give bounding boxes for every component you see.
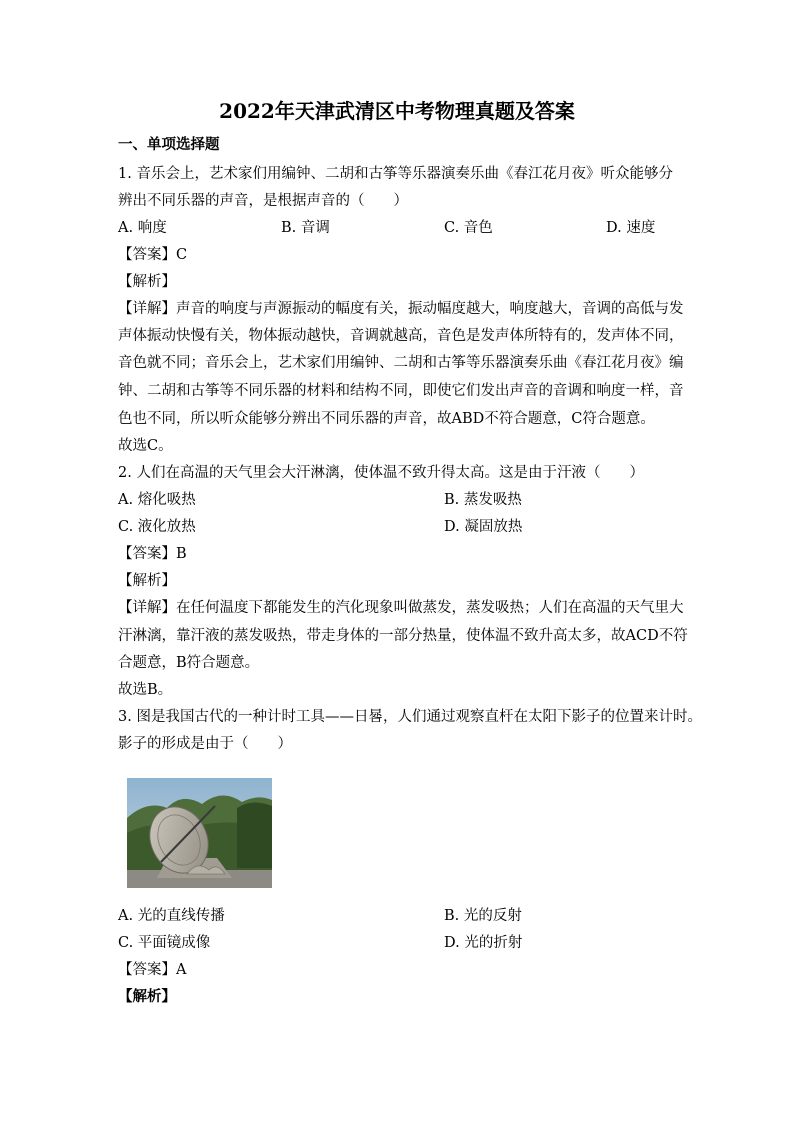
q2-stem: 2. 人们在高温的天气里会大汗淋漓，使体温不致升得太高。这是由于汗液（ ）: [118, 465, 644, 481]
q1-option-a: A. 响度: [118, 220, 167, 236]
q1-option-d: D. 速度: [606, 220, 656, 236]
q1-answer: 【答案】C: [118, 247, 188, 263]
q2-answer: 【答案】B: [118, 546, 187, 562]
sundial-photo: [127, 778, 272, 888]
q2-option-c: C. 液化放热: [118, 519, 196, 535]
q1-stem-line-1: 1. 音乐会上，艺术家们用编钟、二胡和古筝等乐器演奏乐曲《春江花月夜》听众能够分: [118, 166, 673, 182]
q2-detail-line-1: 【详解】在任何温度下都能发生的汽化现象叫做蒸发，蒸发吸热；人们在高温的天气里大: [118, 600, 684, 616]
q2-option-a: A. 熔化吸热: [118, 492, 196, 508]
q3-option-d: D. 光的折射: [444, 935, 523, 951]
q3-answer: 【答案】A: [118, 962, 187, 978]
q3-analysis-label: 【解析】: [118, 988, 176, 1005]
q1-conclusion: 故选C。: [118, 438, 173, 454]
q2-conclusion: 故选B。: [118, 682, 173, 698]
q1-stem-line-2: 辨出不同乐器的声音，是根据声音的（ ）: [118, 193, 408, 209]
q1-option-c: C. 音色: [444, 220, 493, 236]
q3-option-c: C. 平面镜成像: [118, 935, 211, 951]
q1-detail-line-3: 音色就不同；音乐会上，艺术家们用编钟、二胡和古筝等乐器演奏乐曲《春江花月夜》编: [118, 355, 684, 371]
q1-detail-line-2: 声体振动快慢有关，物体振动越快，音调就越高，音色是发声体所特有的，发声体不同，: [118, 328, 684, 344]
q2-option-b: B. 蒸发吸热: [444, 492, 522, 508]
q3-option-a: A. 光的直线传播: [118, 908, 225, 924]
q1-analysis-label: 【解析】: [118, 274, 176, 290]
q2-detail-line-3: 合题意，B符合题意。: [118, 655, 260, 671]
q1-detail-line-1: 【详解】声音的响度与声源振动的幅度有关，振动幅度越大，响度越大，音调的高低与发: [118, 301, 684, 317]
page-title: 2022年天津武清区中考物理真题及答案: [219, 99, 575, 123]
q2-option-d: D. 凝固放热: [444, 519, 523, 535]
q3-stem-line-1: 3. 图是我国古代的一种计时工具——日晷，人们通过观察直杆在太阳下影子的位置来计时。: [118, 709, 702, 725]
sundial-image: [127, 778, 272, 888]
q1-detail-line-4: 钟、二胡和古筝等不同乐器的材料和结构不同，即使它们发出声音的音调和响度一样，音: [118, 383, 684, 399]
q1-detail-line-5: 色也不同，所以听众能够分辨出不同乐器的声音，故ABD不符合题意，C符合题意。: [118, 411, 655, 427]
section-heading: 一、单项选择题: [118, 136, 220, 153]
q3-option-b: B. 光的反射: [444, 908, 522, 924]
q2-analysis-label: 【解析】: [118, 573, 176, 589]
q1-option-b: B. 音调: [281, 220, 330, 236]
q2-detail-line-2: 汗淋漓，靠汗液的蒸发吸热，带走身体的一部分热量，使体温不致升高太多，故ACD不符: [118, 628, 688, 644]
q3-stem-line-2: 影子的形成是由于（ ）: [118, 736, 292, 752]
